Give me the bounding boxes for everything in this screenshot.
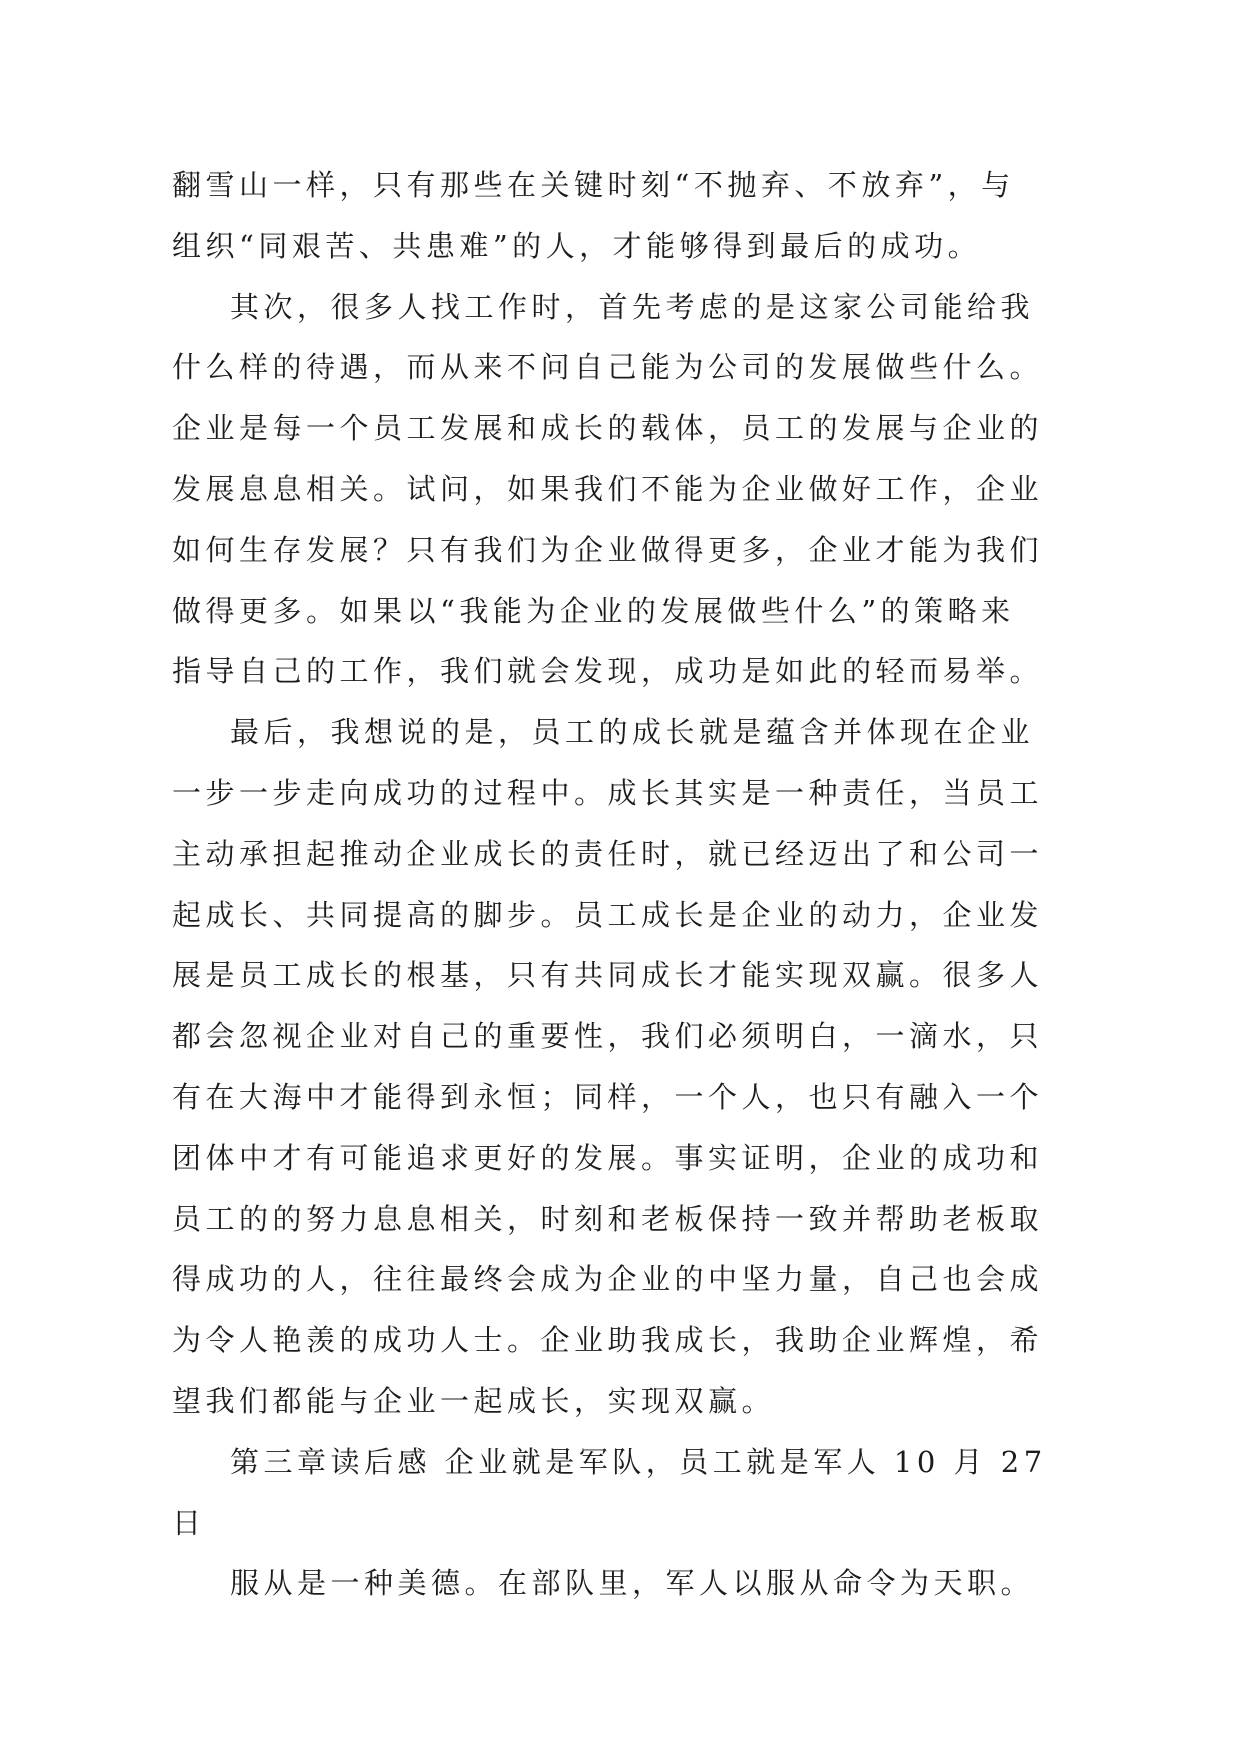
text-line: 为令人艳羡的成功人士。企业助我成长，我助企业辉煌，希	[172, 1323, 1044, 1357]
text-line: 发展息息相关。试问，如果我们不能为企业做好工作，企业	[172, 472, 1044, 506]
text-line: 如何生存发展？只有我们为企业做得更多，企业才能为我们	[172, 533, 1044, 567]
text-line: 指导自己的工作，我们就会发现，成功是如此的轻而易举。	[172, 654, 1044, 688]
text-line: 有在大海中才能得到永恒；同样，一个人，也只有融入一个	[172, 1080, 1044, 1114]
text-line: 翻雪山一样，只有那些在关键时刻“不抛弃、不放弃”，与	[172, 168, 1015, 202]
text-line: 员工的的努力息息相关，时刻和老板保持一致并帮助老板取	[172, 1202, 1044, 1236]
text-line: 望我们都能与企业一起成长，实现双赢。	[172, 1384, 776, 1418]
text-line: 企业是每一个员工发展和成长的载体，员工的发展与企业的	[172, 411, 1044, 445]
text-line: 团体中才有可能追求更好的发展。事实证明，企业的成功和	[172, 1141, 1044, 1175]
text-line: 做得更多。如果以“我能为企业的发展做些什么”的策略来	[172, 594, 1015, 628]
text-line: 日	[172, 1506, 206, 1540]
text-line: 什么样的待遇，而从来不问自己能为公司的发展做些什么。	[172, 350, 1044, 384]
text-line: 主动承担起推动企业成长的责任时，就已经迈出了和公司一	[172, 837, 1044, 871]
text-line: 起成长、共同提高的脚步。员工成长是企业的动力，企业发	[172, 898, 1044, 932]
text-line: 其次，很多人找工作时，首先考虑的是这家公司能给我	[230, 290, 1035, 324]
text-line: 得成功的人，往往最终会成为企业的中坚力量，自己也会成	[172, 1262, 1044, 1296]
text-line: 服从是一种美德。在部队里，军人以服从命令为天职。	[230, 1566, 1035, 1600]
text-line: 第三章读后感 企业就是军队，员工就是军人 10 月 27	[230, 1445, 1047, 1479]
text-line: 最后，我想说的是，员工的成长就是蕴含并体现在企业	[230, 715, 1035, 749]
text-line: 都会忽视企业对自己的重要性，我们必须明白，一滴水，只	[172, 1019, 1044, 1053]
text-line: 展是员工成长的根基，只有共同成长才能实现双赢。很多人	[172, 958, 1044, 992]
text-line: 一步一步走向成功的过程中。成长其实是一种责任，当员工	[172, 776, 1044, 810]
text-line: 组织“同艰苦、共患难”的人，才能够得到最后的成功。	[172, 229, 982, 263]
